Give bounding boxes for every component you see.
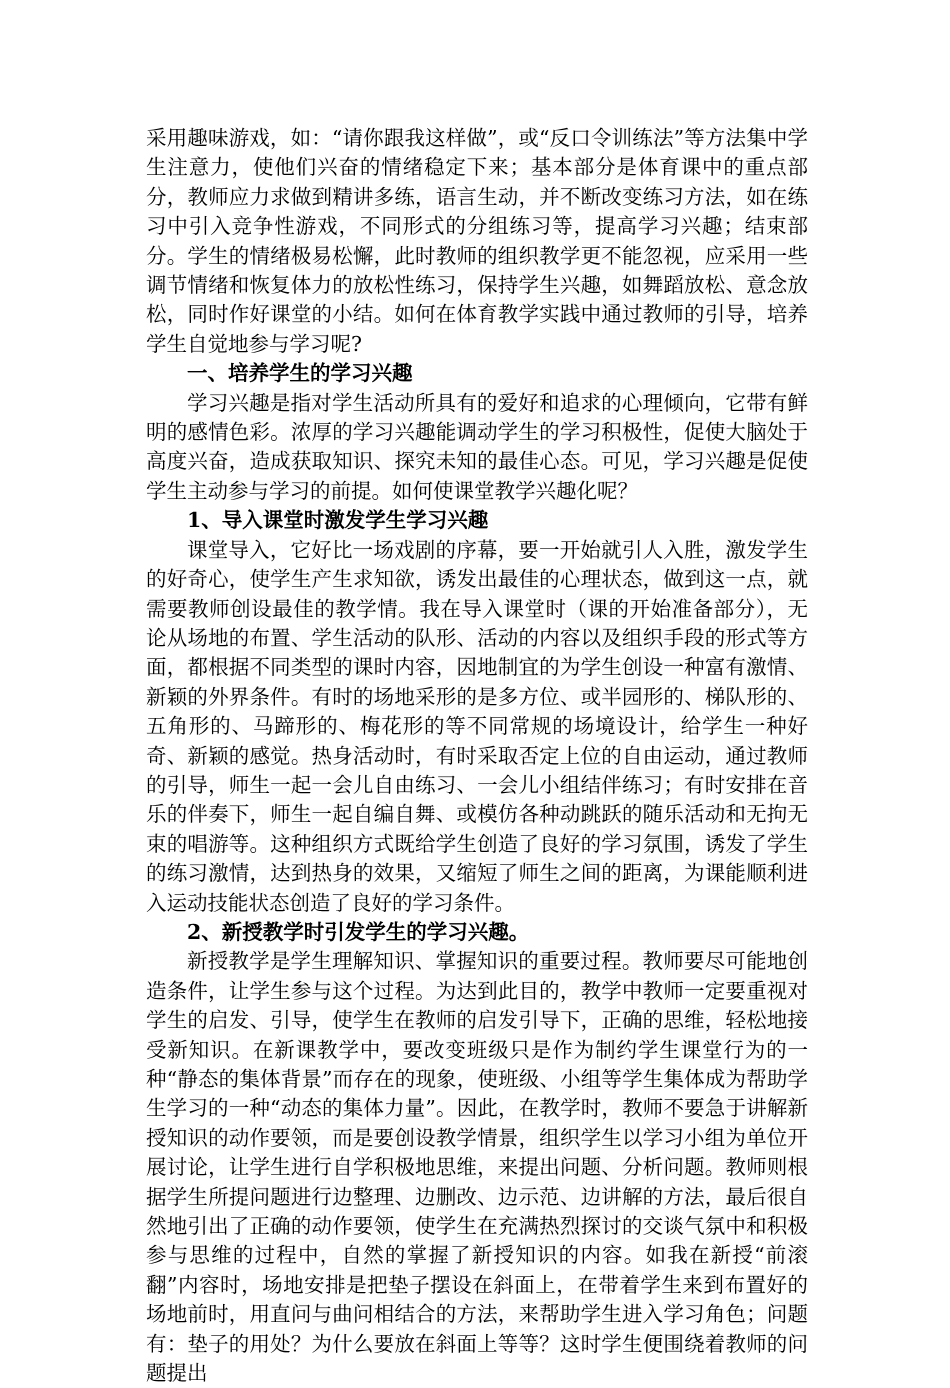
document-page: [146, 124, 808, 1388]
body-paragraph-interest-definition: 学习兴趣是指对学生活动所具有的爱好和追求的心理倾向，它带有鲜明的感情色彩。浓厚的学习兴趣能调动学生的学习积极性，促使大脑处于高度兴奋，造成获取知识、探究未知的最佳心态。可见，学习兴趣是促使学生主动参与学习的前提。如何使课堂教学兴趣化呢？: [146, 390, 808, 503]
subheading-new-teaching: 2、新授教学时引发学生的学习兴趣。: [187, 919, 530, 944]
body-paragraph-continued: 采用趣味游戏，如：“请你跟我这样做”，或“反口令训练法”等方法集中学生注意力，使他们兴奋的情绪稳定下来；基本部分是体育课中的重点部分，教师应力求做到精讲多练，语言生动，并不断改变练习方法，如在练习中引入竞争性游戏，不同形式的分组练习等，提高学习兴趣；结束部分。学生的情绪极易松懈，此时教师的组织教学更不能忽视，应采用一些调节情绪和恢复体力的放松性练习，保持学生兴趣，如舞蹈放松、意念放松，同时作好课堂的小结。如何在体育教学实践中通过教师的引导，培养学生自觉地参与学习呢?: [146, 126, 808, 356]
body-paragraph-new-teaching: 新授教学是学生理解知识、掌握知识的重要过程。教师要尽可能地创造条件，让学生参与这个过程。为达到此目的，教学中教师一定要重视对学生的启发、引导，使学生在教师的启发引导下，正确的思维，轻松地接受新知识。在新课教学中，要改变班级只是作为制约学生课堂行为的一种“静态的集体背景”而存在的现象，使班级、小组等学生集体成为帮助学生学习的一种“动态的集体力量”。因此，在教学时，教师不要急于讲解新授知识的动作要领，而是要创设教学情景，组织学生以学习小组为单位开展讨论，让学生进行自学积极地思维，来提出问题、分析问题。教师则根据学生所提问题进行边整理、边删改、边示范、边讲解的方法，最后很自然地引出了正确的动作要领，使学生在充满热烈探讨的交谈气氛中和积极参与思维的过程中，自然的掌握了新授知识的内容。如我在新授“前滚翻”内容时，场地安排是把垫子摆设在斜面上，在带着学生来到布置好的场地前时，用直问与曲问相结合的方法，来帮助学生进入学习角色；问题有：垫子的用处？为什么要放在斜面上等等？这时学生便围绕着教师的问题提出: [146, 949, 808, 1386]
section-heading-cultivate-interest: 一、培养学生的学习兴趣: [187, 361, 413, 386]
subheading-lesson-introduction: 1、导入课堂时激发学生学习兴趣: [187, 508, 489, 533]
body-paragraph-lesson-introduction: 课堂导入，它好比一场戏剧的序幕，要一开始就引人入胜，激发学生的好奇心，使学生产生求知欲，诱发出最佳的心理状态，做到这一点，就需要教师创设最佳的教学情。我在导入课堂时（课的开始准备部分），无论从场地的布置、学生活动的队形、活动的内容以及组织手段的形式等方面，都根据不同类型的课时内容，因地制宜的为学生创设一种富有激情、新颖的外界条件。有时的场地采形的是多方位、或半园形的、梯队形的、五角形的、马蹄形的、梅花形的等不同常规的场境设计，给学生一种好奇、新颖的感觉。热身活动时，有时采取否定上位的自由运动，通过教师的引导，师生一起一会儿自由练习、一会儿小组结伴练习；有时安排在音乐的伴奏下，师生一起自编自舞、或模仿各种动跳跃的随乐活动和无拘无束的唱游等。这种组织方式既给学生创造了良好的学习氛围，诱发了学生的练习激情，达到热身的效果，又缩短了师生之间的距离，为课能顺利进入运动技能状态创造了良好的学习条件。: [146, 537, 808, 915]
